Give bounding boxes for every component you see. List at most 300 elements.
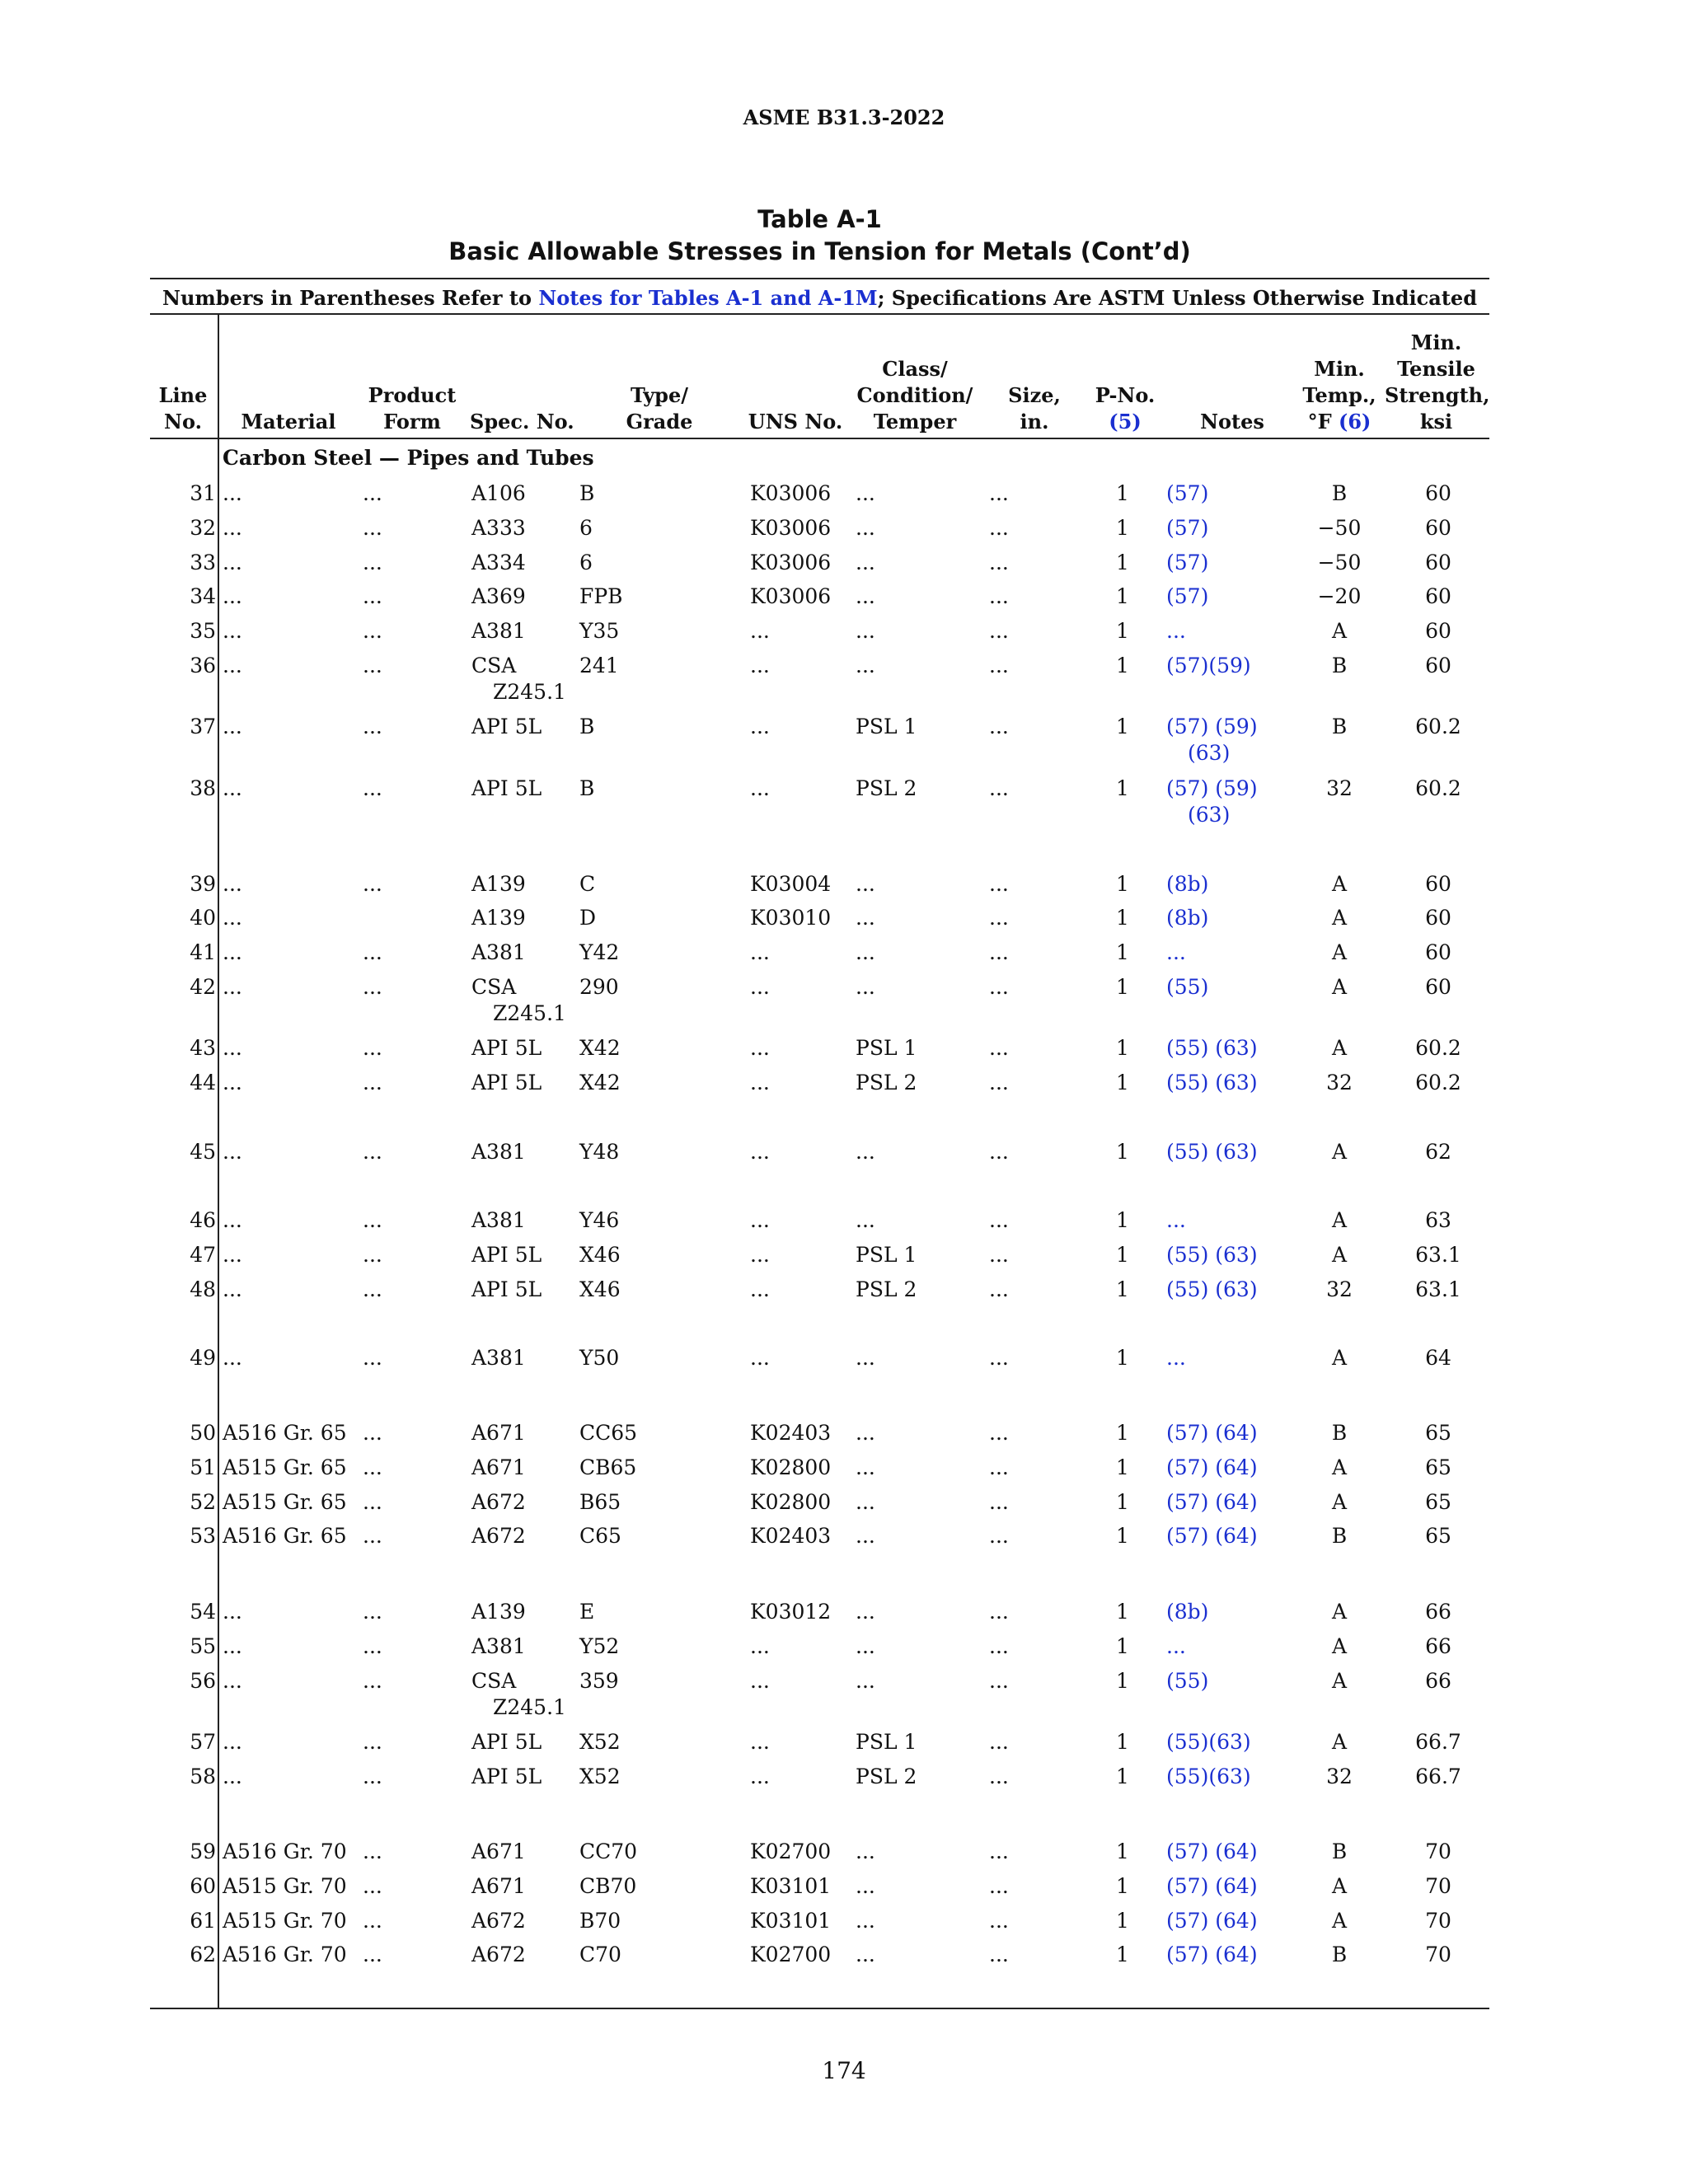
- cell-line-no: 62: [190, 1943, 216, 1966]
- header-class-2: Condition/: [856, 383, 973, 407]
- cell-notes[interactable]: (57): [1166, 584, 1209, 608]
- cell-product-form: ...: [363, 1634, 382, 1658]
- cell-spec-no: API 5L: [471, 1243, 542, 1267]
- cell-tensile: 60.2: [1415, 776, 1461, 800]
- cell-type-grade: C: [579, 872, 596, 896]
- cell-type-grade: X42: [579, 1036, 621, 1060]
- cell-notes[interactable]: (57): [1166, 551, 1209, 574]
- page-number: 174: [822, 2057, 866, 2084]
- cell-spec-no: API 5L: [471, 715, 542, 738]
- cell-material: ...: [223, 551, 242, 574]
- cell-notes[interactable]: (57) (59): [1166, 776, 1258, 800]
- cell-notes[interactable]: (8b): [1166, 872, 1209, 896]
- cell-type-grade: FPB: [579, 584, 623, 608]
- header-top-rule: [150, 313, 1489, 315]
- cell-min-temp: B: [1331, 1840, 1348, 1863]
- cell-min-temp: 32: [1326, 1765, 1353, 1788]
- cell-notes[interactable]: ...: [1166, 1208, 1186, 1232]
- cell-class: ...: [856, 872, 875, 896]
- cell-class: ...: [856, 906, 875, 930]
- cell-size: ...: [989, 1208, 1009, 1232]
- cell-product-form: ...: [363, 1490, 382, 1514]
- cell-size: ...: [989, 1036, 1009, 1060]
- header-product-form-1: Product: [368, 383, 457, 407]
- header-tensile-2: Tensile: [1397, 357, 1475, 381]
- cell-class: ...: [856, 654, 875, 677]
- cell-size: ...: [989, 1277, 1009, 1301]
- cell-notes[interactable]: (55) (63): [1166, 1036, 1258, 1060]
- cell-notes[interactable]: ...: [1166, 940, 1186, 964]
- cell-p-no: 1: [1116, 654, 1129, 677]
- cell-min-temp: A: [1331, 1909, 1348, 1933]
- header-spec-no-1: Spec. No.: [470, 410, 574, 434]
- header-min-temp-note[interactable]: (6): [1338, 410, 1372, 434]
- header-line-no-1: Line: [158, 383, 208, 407]
- cell-notes[interactable]: ...: [1166, 1346, 1186, 1370]
- header-size-2: in.: [1020, 410, 1049, 434]
- cell-line-no: 33: [190, 551, 216, 574]
- header-type-grade-2: Grade: [626, 410, 693, 434]
- cell-tensile: 60: [1425, 551, 1451, 574]
- cell-notes[interactable]: (55)(63): [1166, 1730, 1251, 1754]
- notes-line-suffix: ; Specifications Are ASTM Unless Otherwise Indicated: [877, 286, 1477, 310]
- cell-spec-no: A671: [471, 1840, 526, 1863]
- cell-tensile: 66: [1425, 1600, 1451, 1624]
- cell-line-no: 37: [190, 715, 216, 738]
- cell-tensile: 60.2: [1415, 1036, 1461, 1060]
- cell-min-temp: B: [1331, 654, 1348, 677]
- cell-min-temp: B: [1331, 481, 1348, 505]
- cell-type-grade: B70: [579, 1909, 621, 1933]
- cell-line-no: 56: [190, 1669, 216, 1693]
- cell-class: ...: [856, 1874, 875, 1898]
- cell-min-temp: A: [1331, 1634, 1348, 1658]
- cell-tensile: 66: [1425, 1634, 1451, 1658]
- cell-line-no: 45: [190, 1140, 216, 1164]
- cell-product-form: ...: [363, 1455, 382, 1479]
- cell-product-form: ...: [363, 1243, 382, 1267]
- cell-tensile: 60: [1425, 516, 1451, 540]
- cell-min-temp: 32: [1326, 776, 1353, 800]
- cell-material: ...: [223, 584, 242, 608]
- cell-uns-no: K02800: [750, 1490, 832, 1514]
- cell-class: PSL 1: [856, 715, 917, 738]
- cell-material: A515 Gr. 70: [223, 1909, 347, 1933]
- cell-notes[interactable]: (55): [1166, 975, 1209, 999]
- cell-line-no: 51: [190, 1455, 216, 1479]
- cell-min-temp: −50: [1317, 516, 1362, 540]
- header-tensile-1: Min.: [1410, 330, 1462, 354]
- cell-material: ...: [223, 1669, 242, 1693]
- cell-line-no: 52: [190, 1490, 216, 1514]
- cell-notes[interactable]: (57) (64): [1166, 1421, 1258, 1445]
- cell-product-form: ...: [363, 715, 382, 738]
- cell-p-no: 1: [1116, 551, 1129, 574]
- cell-class: PSL 2: [856, 776, 917, 800]
- cell-spec-no: A672: [471, 1524, 526, 1548]
- cell-min-temp: B: [1331, 715, 1348, 738]
- cell-notes[interactable]: (57) (64): [1166, 1943, 1258, 1966]
- cell-uns-no: ...: [750, 776, 770, 800]
- cell-type-grade: E: [579, 1600, 595, 1624]
- cell-type-grade: X42: [579, 1071, 621, 1094]
- cell-p-no: 1: [1116, 516, 1129, 540]
- cell-min-temp: 32: [1326, 1277, 1353, 1301]
- cell-p-no: 1: [1116, 1840, 1129, 1863]
- cell-tensile: 60: [1425, 975, 1451, 999]
- cell-class: ...: [856, 1421, 875, 1445]
- cell-product-form: ...: [363, 481, 382, 505]
- cell-tensile: 63: [1425, 1208, 1451, 1232]
- header-min-temp-1: Min.: [1314, 357, 1365, 381]
- cell-class: PSL 2: [856, 1277, 917, 1301]
- cell-material: ...: [223, 975, 242, 999]
- cell-p-no: 1: [1116, 1490, 1129, 1514]
- cell-uns-no: ...: [750, 1346, 770, 1370]
- line-number-divider: [218, 313, 219, 2009]
- running-head: ASME B31.3-2022: [743, 105, 945, 129]
- cell-notes[interactable]: ...: [1166, 1634, 1186, 1658]
- table-bottom-rule: [150, 2008, 1489, 2009]
- cell-tensile: 70: [1425, 1874, 1451, 1898]
- header-class: [853, 356, 977, 435]
- cell-line-no: 61: [190, 1909, 216, 1933]
- cell-material: ...: [223, 1600, 242, 1624]
- cell-type-grade: X46: [579, 1243, 621, 1267]
- cell-type-grade: Y52: [579, 1634, 620, 1658]
- cell-min-temp: A: [1331, 975, 1348, 999]
- cell-notes[interactable]: (55) (63): [1166, 1140, 1258, 1164]
- header-uns-no: [742, 409, 849, 435]
- header-p-no-note[interactable]: (5): [1109, 410, 1142, 434]
- cell-type-grade: CC70: [579, 1840, 638, 1863]
- cell-size: ...: [989, 872, 1009, 896]
- cell-p-no: 1: [1116, 1421, 1129, 1445]
- cell-product-form: ...: [363, 1071, 382, 1094]
- cell-uns-no: K03006: [750, 516, 832, 540]
- cell-type-grade: CC65: [579, 1421, 638, 1445]
- cell-notes[interactable]: (8b): [1166, 906, 1209, 930]
- cell-notes-continued[interactable]: (63): [1188, 803, 1231, 827]
- cell-p-no: 1: [1116, 619, 1129, 643]
- cell-size: ...: [989, 1071, 1009, 1094]
- cell-type-grade: Y42: [579, 940, 620, 964]
- cell-product-form: ...: [363, 1036, 382, 1060]
- cell-line-no: 38: [190, 776, 216, 800]
- cell-notes[interactable]: (57) (64): [1166, 1455, 1258, 1479]
- cell-line-no: 36: [190, 654, 216, 677]
- cell-line-no: 57: [190, 1730, 216, 1754]
- cell-p-no: 1: [1116, 1208, 1129, 1232]
- cell-p-no: 1: [1116, 1943, 1129, 1966]
- cell-spec-no-continued: Z245.1: [493, 1001, 566, 1025]
- header-material-1: Material: [241, 410, 336, 434]
- cell-p-no: 1: [1116, 715, 1129, 738]
- cell-class: PSL 2: [856, 1765, 917, 1788]
- cell-uns-no: K03006: [750, 481, 832, 505]
- cell-size: ...: [989, 584, 1009, 608]
- cell-uns-no: K03010: [750, 906, 832, 930]
- cell-product-form: ...: [363, 872, 382, 896]
- cell-material: A515 Gr. 65: [223, 1455, 347, 1479]
- cell-size: ...: [989, 516, 1009, 540]
- cell-product-form: ...: [363, 1277, 382, 1301]
- cell-line-no: 34: [190, 584, 216, 608]
- cell-tensile: 60: [1425, 584, 1451, 608]
- cell-material: A515 Gr. 65: [223, 1490, 347, 1514]
- cell-spec-no-continued: Z245.1: [493, 1695, 566, 1719]
- cell-size: ...: [989, 1490, 1009, 1514]
- cell-line-no: 46: [190, 1208, 216, 1232]
- cell-class: PSL 2: [856, 1071, 917, 1094]
- cell-uns-no: K02403: [750, 1421, 832, 1445]
- cell-min-temp: A: [1331, 1140, 1348, 1164]
- cell-tensile: 62: [1425, 1140, 1451, 1164]
- cell-uns-no: ...: [750, 1634, 770, 1658]
- cell-type-grade: Y50: [579, 1346, 620, 1370]
- cell-size: ...: [989, 1421, 1009, 1445]
- cell-uns-no: K03004: [750, 872, 832, 896]
- cell-line-no: 53: [190, 1524, 216, 1548]
- header-line-no: [150, 382, 216, 435]
- cell-min-temp: A: [1331, 1243, 1348, 1267]
- cell-size: ...: [989, 1243, 1009, 1267]
- header-bottom-rule: [150, 438, 1489, 439]
- cell-p-no: 1: [1116, 1600, 1129, 1624]
- header-spec-no: [470, 409, 573, 435]
- cell-min-temp: A: [1331, 1036, 1348, 1060]
- cell-material: ...: [223, 715, 242, 738]
- cell-size: ...: [989, 1840, 1009, 1863]
- cell-notes[interactable]: (57) (64): [1166, 1490, 1258, 1514]
- cell-material: ...: [223, 872, 242, 896]
- cell-notes[interactable]: (57) (64): [1166, 1840, 1258, 1863]
- cell-tensile: 60: [1425, 481, 1451, 505]
- cell-material: ...: [223, 1765, 242, 1788]
- header-notes-1: Notes: [1200, 410, 1264, 434]
- cell-spec-no: A139: [471, 1600, 526, 1624]
- cell-uns-no: ...: [750, 1140, 770, 1164]
- cell-spec-no: A381: [471, 940, 526, 964]
- cell-type-grade: 241: [579, 654, 619, 677]
- cell-class: ...: [856, 1909, 875, 1933]
- cell-spec-no: A671: [471, 1455, 526, 1479]
- cell-notes[interactable]: (57) (64): [1166, 1909, 1258, 1933]
- cell-spec-no: API 5L: [471, 1036, 542, 1060]
- cell-type-grade: X52: [579, 1730, 621, 1754]
- cell-product-form: ...: [363, 1600, 382, 1624]
- cell-notes[interactable]: (55) (63): [1166, 1243, 1258, 1267]
- cell-material: ...: [223, 940, 242, 964]
- cell-spec-no-continued: Z245.1: [493, 680, 566, 704]
- cell-uns-no: K03006: [750, 584, 832, 608]
- cell-size: ...: [989, 1634, 1009, 1658]
- cell-uns-no: K03012: [750, 1600, 832, 1624]
- cell-size: ...: [989, 1346, 1009, 1370]
- cell-min-temp: −20: [1317, 584, 1362, 608]
- cell-min-temp: A: [1331, 1490, 1348, 1514]
- cell-p-no: 1: [1116, 481, 1129, 505]
- cell-notes[interactable]: (55) (63): [1166, 1277, 1258, 1301]
- cell-product-form: ...: [363, 776, 382, 800]
- cell-material: ...: [223, 1071, 242, 1094]
- cell-type-grade: 359: [579, 1669, 619, 1693]
- cell-p-no: 1: [1116, 1765, 1129, 1788]
- cell-p-no: 1: [1116, 1036, 1129, 1060]
- cell-tensile: 60: [1425, 940, 1451, 964]
- cell-material: ...: [223, 906, 242, 930]
- cell-line-no: 60: [190, 1874, 216, 1898]
- cell-product-form: ...: [363, 1421, 382, 1445]
- notes-line-prefix: Numbers in Parentheses Refer to: [162, 286, 539, 310]
- cell-line-no: 50: [190, 1421, 216, 1445]
- cell-tensile: 60.2: [1415, 1071, 1461, 1094]
- cell-line-no: 58: [190, 1765, 216, 1788]
- cell-product-form: ...: [363, 654, 382, 677]
- cell-product-form: ...: [363, 940, 382, 964]
- header-product-form-2: Form: [383, 410, 441, 434]
- cell-min-temp: −50: [1317, 551, 1362, 574]
- cell-size: ...: [989, 1524, 1009, 1548]
- cell-min-temp: B: [1331, 1524, 1348, 1548]
- cell-class: ...: [856, 1524, 875, 1548]
- cell-type-grade: X46: [579, 1277, 621, 1301]
- cell-uns-no: K03006: [750, 551, 832, 574]
- cell-notes[interactable]: (57) (64): [1166, 1874, 1258, 1898]
- cell-tensile: 60: [1425, 906, 1451, 930]
- cell-line-no: 55: [190, 1634, 216, 1658]
- cell-material: ...: [223, 776, 242, 800]
- cell-uns-no: ...: [750, 1036, 770, 1060]
- cell-p-no: 1: [1116, 1277, 1129, 1301]
- cell-line-no: 44: [190, 1071, 216, 1094]
- cell-tensile: 70: [1425, 1909, 1451, 1933]
- cell-class: ...: [856, 1600, 875, 1624]
- header-tensile-4: ksi: [1419, 410, 1453, 434]
- cell-product-form: ...: [363, 1909, 382, 1933]
- cell-notes[interactable]: (57): [1166, 516, 1209, 540]
- cell-min-temp: A: [1331, 1669, 1348, 1693]
- cell-notes[interactable]: (8b): [1166, 1600, 1209, 1624]
- cell-type-grade: B: [579, 776, 595, 800]
- cell-class: ...: [856, 1140, 875, 1164]
- cell-uns-no: ...: [750, 619, 770, 643]
- cell-line-no: 42: [190, 975, 216, 999]
- cell-product-form: ...: [363, 975, 382, 999]
- cell-material: ...: [223, 1140, 242, 1164]
- cell-spec-no: API 5L: [471, 1071, 542, 1094]
- header-min-temp-3: [1298, 409, 1381, 435]
- cell-product-form: ...: [363, 1943, 382, 1966]
- cell-uns-no: K03101: [750, 1909, 832, 1933]
- cell-uns-no: ...: [750, 1730, 770, 1754]
- cell-product-form: ...: [363, 1874, 382, 1898]
- cell-uns-no: K03101: [750, 1874, 832, 1898]
- cell-spec-no: A672: [471, 1490, 526, 1514]
- cell-tensile: 65: [1425, 1421, 1451, 1445]
- cell-class: ...: [856, 516, 875, 540]
- cell-product-form: ...: [363, 1669, 382, 1693]
- cell-product-form: ...: [363, 1208, 382, 1232]
- cell-class: PSL 1: [856, 1036, 917, 1060]
- cell-p-no: 1: [1116, 1909, 1129, 1933]
- cell-tensile: 70: [1425, 1840, 1451, 1863]
- cell-class: ...: [856, 1943, 875, 1966]
- cell-min-temp: 32: [1326, 1071, 1353, 1094]
- cell-notes-continued[interactable]: (63): [1188, 741, 1231, 765]
- cell-spec-no: A381: [471, 1140, 526, 1164]
- cell-size: ...: [989, 715, 1009, 738]
- cell-class: ...: [856, 584, 875, 608]
- header-uns-no-1: UNS No.: [748, 410, 843, 434]
- cell-type-grade: 6: [579, 516, 593, 540]
- cell-min-temp: A: [1331, 872, 1348, 896]
- cell-uns-no: K02403: [750, 1524, 832, 1548]
- cell-spec-no: A671: [471, 1421, 526, 1445]
- cell-size: ...: [989, 1730, 1009, 1754]
- cell-p-no: 1: [1116, 1669, 1129, 1693]
- cell-spec-no: CSA: [471, 654, 517, 677]
- cell-p-no: 1: [1116, 940, 1129, 964]
- header-min-temp: [1298, 356, 1381, 435]
- cell-p-no: 1: [1116, 1524, 1129, 1548]
- cell-material: A515 Gr. 70: [223, 1874, 347, 1898]
- cell-product-form: ...: [363, 1730, 382, 1754]
- cell-product-form: ...: [363, 1346, 382, 1370]
- cell-notes[interactable]: (57)(59): [1166, 654, 1251, 677]
- cell-material: ...: [223, 1036, 242, 1060]
- cell-notes[interactable]: ...: [1166, 619, 1186, 643]
- cell-type-grade: Y46: [579, 1208, 620, 1232]
- cell-line-no: 49: [190, 1346, 216, 1370]
- cell-spec-no: A369: [471, 584, 526, 608]
- cell-notes[interactable]: (57): [1166, 481, 1209, 505]
- cell-notes[interactable]: (55)(63): [1166, 1765, 1251, 1788]
- cell-min-temp: A: [1331, 1874, 1348, 1898]
- cell-min-temp: A: [1331, 1208, 1348, 1232]
- cell-notes[interactable]: (57) (59): [1166, 715, 1258, 738]
- cell-spec-no: A334: [471, 551, 526, 574]
- cell-p-no: 1: [1116, 1243, 1129, 1267]
- cell-material: ...: [223, 1346, 242, 1370]
- cell-material: ...: [223, 619, 242, 643]
- cell-uns-no: ...: [750, 1669, 770, 1693]
- cell-size: ...: [989, 776, 1009, 800]
- cell-spec-no: A333: [471, 516, 526, 540]
- cell-class: ...: [856, 1669, 875, 1693]
- notes-link[interactable]: Notes for Tables A-1 and A-1M: [538, 286, 878, 310]
- cell-p-no: 1: [1116, 1874, 1129, 1898]
- cell-p-no: 1: [1116, 1346, 1129, 1370]
- cell-spec-no: A139: [471, 872, 526, 896]
- cell-class: ...: [856, 1208, 875, 1232]
- cell-uns-no: ...: [750, 940, 770, 964]
- cell-notes[interactable]: (57) (64): [1166, 1524, 1258, 1548]
- cell-p-no: 1: [1116, 975, 1129, 999]
- cell-line-no: 39: [190, 872, 216, 896]
- cell-spec-no: A381: [471, 619, 526, 643]
- cell-size: ...: [989, 1669, 1009, 1693]
- cell-notes[interactable]: (55): [1166, 1669, 1209, 1693]
- cell-uns-no: ...: [750, 1765, 770, 1788]
- cell-notes[interactable]: (55) (63): [1166, 1071, 1258, 1094]
- cell-min-temp: A: [1331, 906, 1348, 930]
- cell-uns-no: ...: [750, 1071, 770, 1094]
- cell-material: ...: [223, 1208, 242, 1232]
- cell-spec-no: A381: [471, 1208, 526, 1232]
- cell-uns-no: ...: [750, 654, 770, 677]
- cell-size: ...: [989, 1600, 1009, 1624]
